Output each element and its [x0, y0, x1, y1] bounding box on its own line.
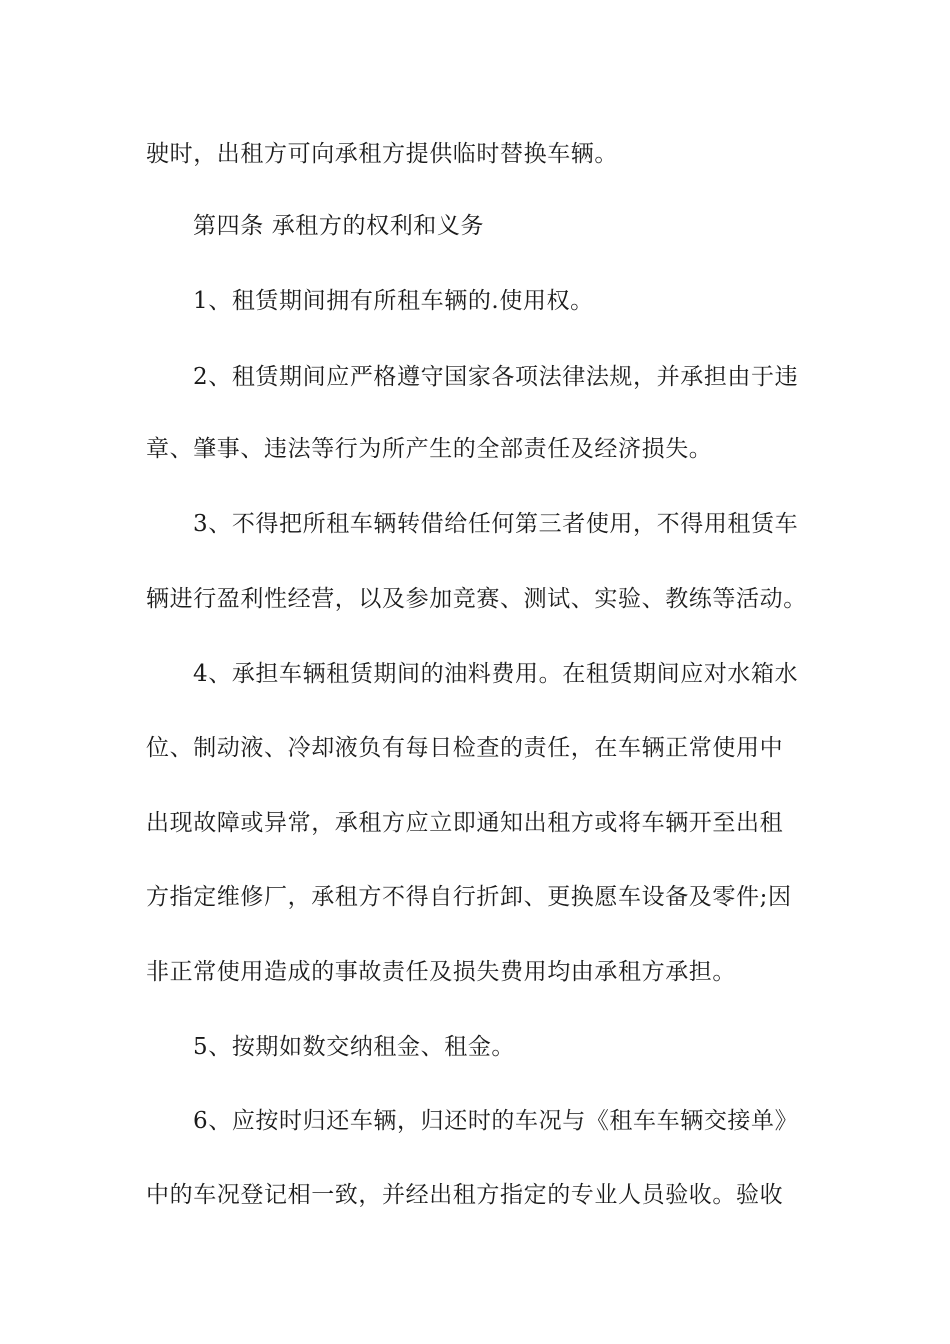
text-line: 4、承担车辆租赁期间的油料费用。在租赁期间应对水箱水: [193, 661, 799, 687]
text-line: 5、按期如数交纳租金、租金。: [193, 1034, 516, 1060]
section-heading: 第四条 承租方的权利和义务: [193, 213, 485, 239]
text-line: 方指定维修厂，承租方不得自行折卸、更换愿车设备及零件;因: [146, 884, 792, 910]
text-line: 辆进行盈利性经营，以及参加竞赛、测试、实验、教练等活动。: [146, 586, 807, 612]
text-line: 驶时，出租方可向承租方提供临时替换车辆。: [146, 141, 618, 167]
text-line: 2、租赁期间应严格遵守国家各项法律法规，并承担由于违: [193, 364, 799, 390]
text-line: 非正常使用造成的事故责任及损失费用均由承租方承担。: [146, 959, 736, 985]
text-line: 6、应按时归还车辆，归还时的车况与《租车车辆交接单》: [193, 1108, 799, 1134]
text-line: 3、不得把所租车辆转借给任何第三者使用，不得用租赁车: [193, 511, 799, 537]
text-line: 中的车况登记相一致，并经出租方指定的专业人员验收。验收: [146, 1182, 784, 1208]
text-line: 位、制动液、冷却液负有每日检查的责任，在车辆正常使用中: [146, 735, 784, 761]
text-line: 章、肇事、违法等行为所产生的全部责任及经济损失。: [146, 436, 713, 462]
text-line: 1、租赁期间拥有所租车辆的.使用权。: [193, 288, 594, 314]
text-line: 出现故障或异常，承租方应立即通知出租方或将车辆开至出租: [146, 810, 784, 836]
